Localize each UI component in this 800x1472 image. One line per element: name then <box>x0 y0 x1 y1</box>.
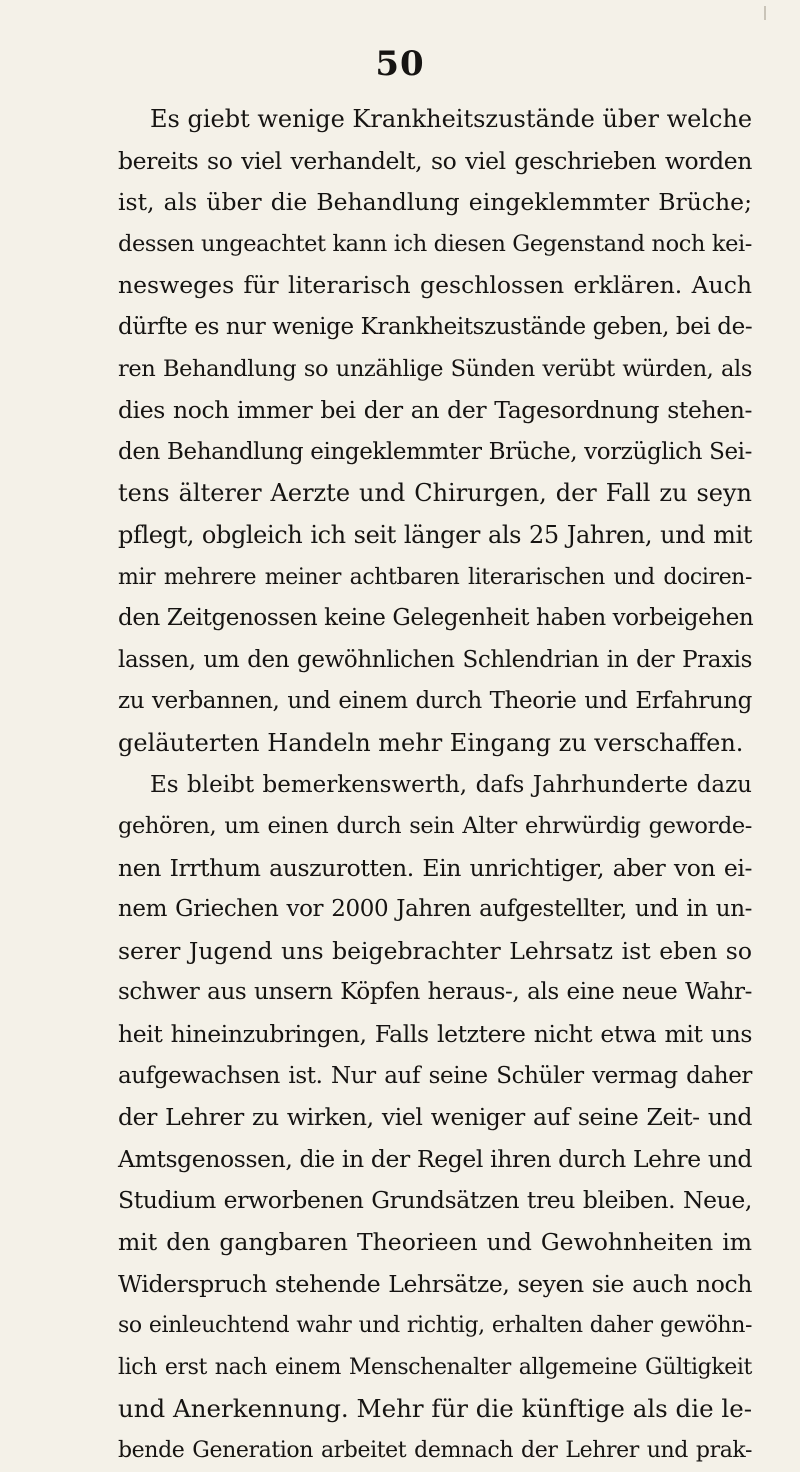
text-line: tens älterer Aerzte und Chirurgen, der Fall zu seyn <box>118 479 752 508</box>
text-line: Es giebt wenige Krankheitszustände über welche <box>150 105 753 133</box>
text-line: dürfte es nur wenige Krankheitszustände geben, bei de- <box>118 313 753 340</box>
text-line: serer Jugend uns beigebrachter Lehrsatz ist eben so <box>118 936 752 965</box>
text-line: der Lehrer zu wirken, viel weniger auf seine Zeit- und <box>118 1103 752 1132</box>
text-line: lich erst nach einem Menschenalter allgemeine Gültigkeit <box>118 1354 752 1380</box>
text-line: Widerspruch stehende Lehrsätze, seyen sie auch noch <box>118 1269 752 1298</box>
text-line: pflegt, obgleich ich seit länger als 25 Jahren, und mit <box>118 520 752 549</box>
page-number: 50 <box>375 44 425 84</box>
text-line: Es bleibt bemerkenswerth, dafs Jahrhunderte dazu <box>150 771 752 798</box>
text-line: mir mehrere meiner achtbaren literarischen und dociren- <box>118 564 752 590</box>
text-line: heit hineinzubringen, Falls letztere nicht etwa mit uns <box>118 1020 752 1049</box>
text-line: nesweges für literarisch geschlossen erklären. Auch <box>118 271 752 300</box>
text-line: gehören, um einen durch sein Alter ehrwürdig geworde- <box>118 813 752 840</box>
text-line: ren Behandlung so unzählige Sünden verübt würden, als <box>118 355 752 382</box>
text-line: nen Irrthum auszurotten. Ein unrichtiger, aber von ei- <box>118 853 752 882</box>
body-text <box>118 99 752 1472</box>
text-line: aufgewachsen ist. Nur auf seine Schüler vermag daher <box>118 1062 752 1089</box>
text-line: Studium erworbenen Grundsätzen treu bleiben. Neue, <box>118 1186 752 1215</box>
text-line: bende Generation arbeitet demnach der Lehrer und prak- <box>118 1438 752 1463</box>
text-line: dessen ungeachtet kann ich diesen Gegenstand noch kei- <box>118 230 752 257</box>
text-line: Amtsgenossen, die in der Regel ihren durch Lehre und <box>118 1144 752 1173</box>
text-line: bereits so viel verhandelt, so viel geschrieben worden <box>118 146 752 175</box>
text-line: ist, als über die Behandlung eingeklemmter Brüche; <box>118 188 752 217</box>
text-line: nem Griechen vor 2000 Jahren aufgestellter, und in un- <box>118 896 752 923</box>
text-line: den Zeitgenossen keine Gelegenheit haben vorbeigehen <box>118 605 754 632</box>
text-line: und Anerkennung. Mehr für die künftige als die le- <box>118 1394 752 1424</box>
text-line: so einleuchtend wahr und richtig, erhalten daher gewöhn- <box>118 1313 752 1339</box>
text-line: geläuterten Handeln mehr Eingang zu verschaffen. <box>118 728 744 757</box>
text-line: dies noch immer bei der an der Tagesordnung stehen- <box>118 396 752 425</box>
scan-artifact <box>764 6 766 20</box>
text-line: lassen, um den gewöhnlichen Schlendrian in der Praxis <box>118 646 752 673</box>
text-line: schwer aus unsern Köpfen heraus-, als eine neue Wahr- <box>118 979 752 1006</box>
text-line: mit den gangbaren Theorieen und Gewohnheiten im <box>118 1228 752 1257</box>
text-line: zu verbannen, und einem durch Theorie und Erfahrung <box>118 688 752 715</box>
text-line: den Behandlung eingeklemmter Brüche, vorzüglich Sei- <box>118 438 752 465</box>
